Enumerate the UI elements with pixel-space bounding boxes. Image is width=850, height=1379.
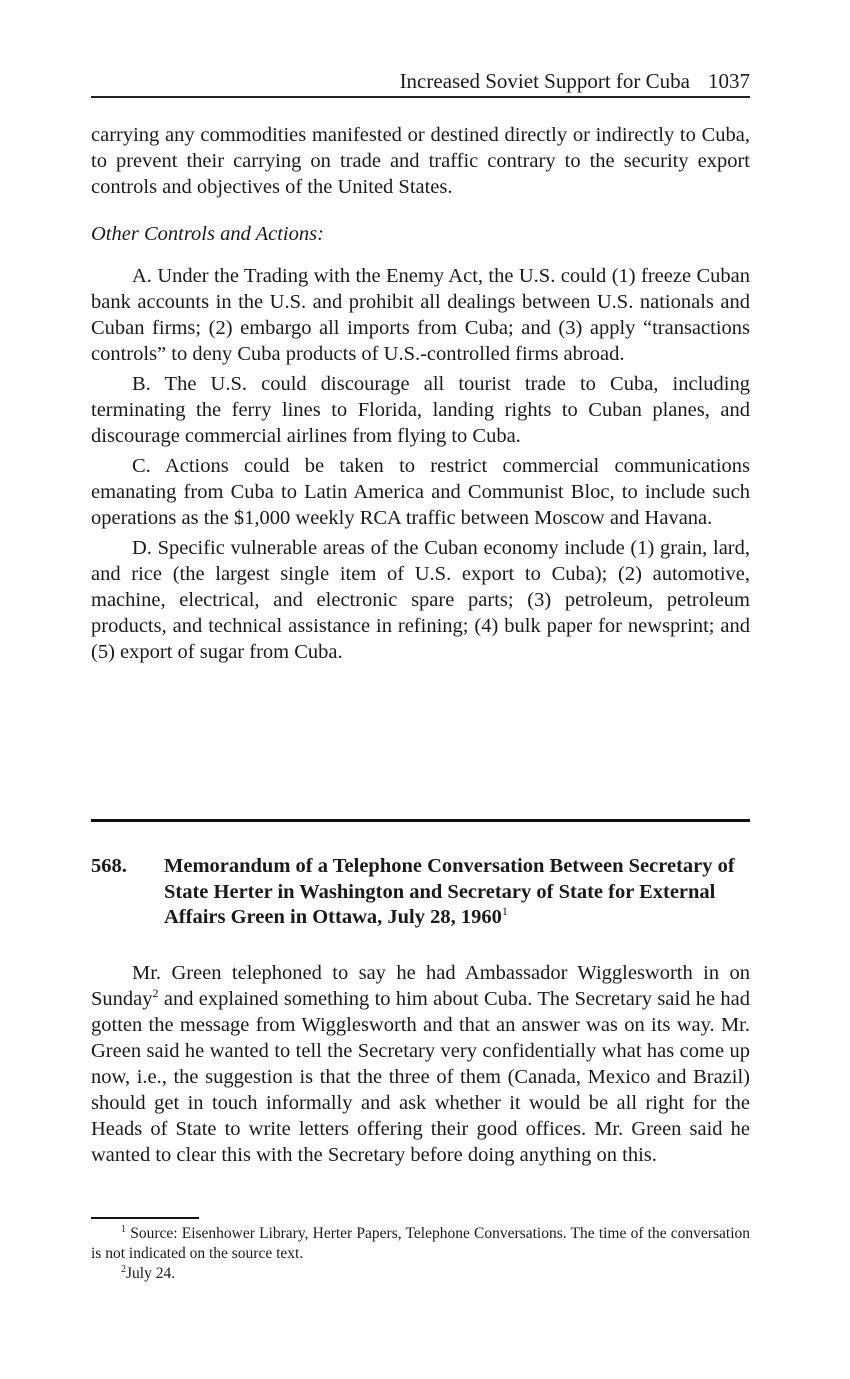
footnotes [91,1224,750,1284]
controls-list [91,263,750,665]
document-number: 568. [91,855,127,877]
page-number: 1037 [708,69,750,93]
footnote-ref-1[interactable]: 1 [501,904,508,919]
footnote-2 [91,1264,750,1284]
memorandum-paragraph [91,960,750,1168]
section-divider [91,819,750,822]
document-title [164,854,750,931]
continuation-paragraph: carrying any commodities manifested or destined directly or indirectly to Cuba, to prevent their carrying on trade and traffic contrary to the security export controls and objectives of the United States. [91,124,750,198]
document-heading [91,854,750,931]
footnote-ref-2[interactable]: 2 [152,986,159,1001]
footnote-1-text: Source: Eisenhower Library, Herter Papers, Telephone Conversations. The time of the conversation is not indicated on the source text. [91,1225,750,1262]
paragraph-b: B. The U.S. could discourage all tourist trade to Cuba, including terminating the ferry lines to Florida, landing rights to Cuban planes, and discourage commercial airlines from flying to Cuba. [91,373,750,447]
memorandum-text-part2: and explained something to him about Cuba. The Secretary said he had gotten the message from Wigglesworth and that an answer was on its way. Mr. Green said he wanted to tell the Secretary very confidentially what has come up now, i.e., the suggestion is that the three of them (Canada, Mexico and Brazil) should get in touch informally and ask whether it would be all right for the Heads of State to write letters offering their good offices. Mr. Green said he wanted to clear this with the Secretary before doing anything on this. [91,988,750,1166]
footnote-marker-1: 1 [121,1223,126,1235]
footnote-marker-2: 2 [121,1263,126,1275]
section-subheading: Other Controls and Actions: [91,223,324,245]
footnote-2-text: July 24. [126,1265,176,1282]
paragraph-a: A. Under the Trading with the Enemy Act, the U.S. could (1) freeze Cuban bank accounts in the U.S. and prohibit all dealings between U.S. nationals and Cuban firms; (2) embargo all imports from Cuba; and (3) apply “transactions controls” to deny Cuba products of U.S.-controlled firms abroad. [91,265,750,365]
running-head-title: Increased Soviet Support for Cuba [399,69,690,93]
document-title-text: Memorandum of a Telephone Conversation Between Secretary of State Herter in Washington and Secretary of State for External Affairs Green in Ottawa, July 28, 1960 [164,855,735,928]
paragraph-d: D. Specific vulnerable areas of the Cuban economy include (1) grain, lard, and rice (the largest single item of U.S. export to Cuba); (2) automotive, machine, electrical, and electronic spare parts; (3) petroleum, petroleum products, and technical assistance in refining; (4) bulk paper for newsprint; and (5) export of sugar from Cuba. [91,537,750,663]
memorandum-text-part1: Mr. Green telephoned to say he had Ambassador Wigglesworth in on Sunday [91,962,750,1010]
memorandum-body [91,960,750,1168]
footnote-1 [91,1224,750,1264]
footnote-rule [91,1217,199,1219]
running-head [91,68,750,98]
continuation-block [91,122,750,200]
paragraph-c: C. Actions could be taken to restrict commercial communications emanating from Cuba to Latin America and Communist Bloc, to include such operations as the $1,000 weekly RCA traffic between Moscow and Havana. [91,455,750,529]
